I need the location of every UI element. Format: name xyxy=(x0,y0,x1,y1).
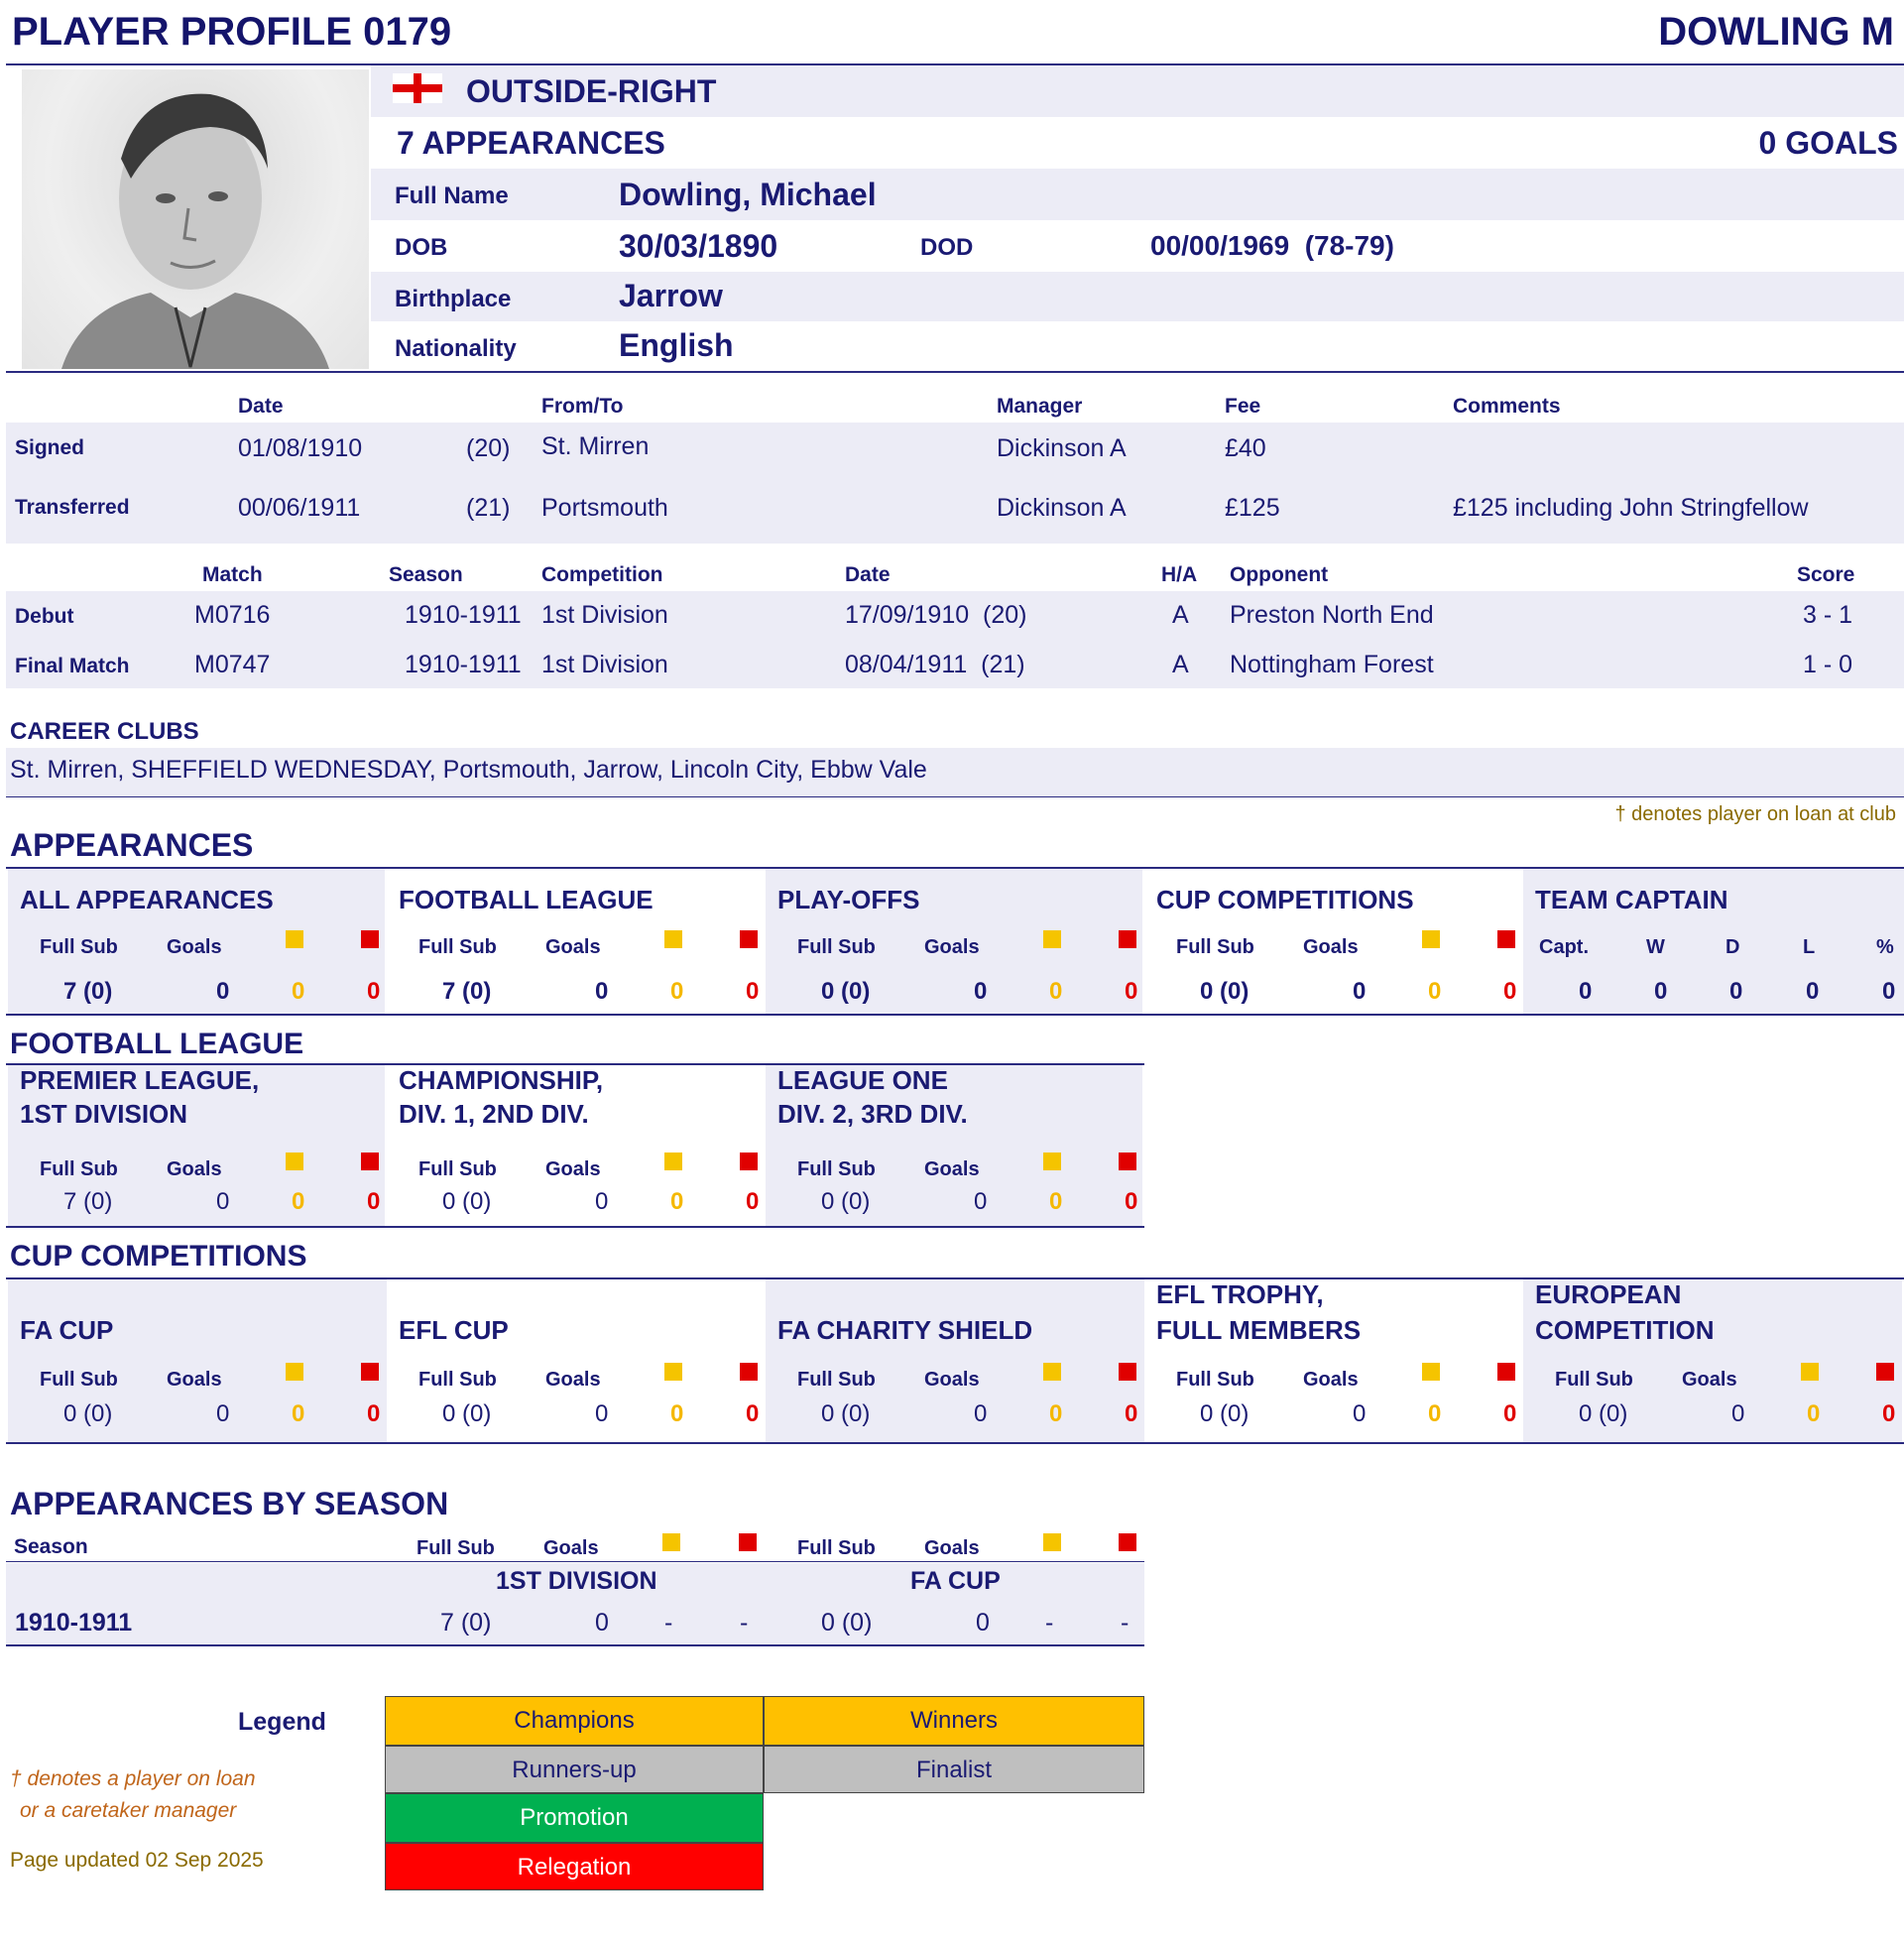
dob-label: DOB xyxy=(395,234,448,261)
captain-value-capt: 0 xyxy=(1579,978,1593,1005)
panel-title: EFL TROPHY, xyxy=(1156,1279,1324,1309)
captain-header-d: D xyxy=(1726,936,1740,958)
red-cards-value: 0 xyxy=(1125,978,1138,1005)
profile-divider xyxy=(6,371,1904,373)
career-clubs-list: St. Mirren, SHEFFIELD WEDNESDAY, Portsmouth, Jarrow, Lincoln City, Ebbw Vale xyxy=(10,756,927,784)
full-sub-header: Full Sub xyxy=(1176,1369,1254,1391)
match-header-match: Match xyxy=(202,563,263,586)
goals-value: 0 xyxy=(1731,1400,1745,1427)
legend-relegation: Relegation xyxy=(385,1843,764,1890)
by-season-comp-1: 1ST DIVISION xyxy=(496,1567,657,1595)
red-cards-value: 0 xyxy=(367,1400,381,1427)
transfer-header-comments: Comments xyxy=(1453,395,1561,418)
transfer-headers xyxy=(0,393,1904,423)
debut-opponent: Preston North End xyxy=(1230,601,1434,629)
team-captain-panel xyxy=(1523,869,1904,1014)
league-title: FOOTBALL LEAGUE xyxy=(10,1028,304,1060)
full-sub-value: 0 (0) xyxy=(1200,1400,1250,1427)
league-bottom-line xyxy=(6,1226,1144,1228)
total-goals: 0 GOALS xyxy=(1758,125,1898,161)
full-sub-header: Full Sub xyxy=(40,936,118,958)
goals-header: Goals xyxy=(545,1158,601,1180)
red-cards-value: 0 xyxy=(1503,978,1517,1005)
transfer-header-fromto: From/To xyxy=(541,395,624,418)
yellow-card-icon xyxy=(1043,1363,1061,1381)
match-header-date: Date xyxy=(845,563,891,586)
player-position: OUTSIDE-RIGHT xyxy=(466,73,717,109)
red-cards-value: 0 xyxy=(746,978,760,1005)
match-headers xyxy=(0,561,1904,591)
goals-header: Goals xyxy=(924,1369,980,1391)
full-sub-value: 7 (0) xyxy=(63,978,113,1005)
panel-title: CUP COMPETITIONS xyxy=(1156,885,1414,914)
yellow-card-icon xyxy=(664,1153,682,1170)
transfer-table xyxy=(6,423,1904,544)
match-row-final xyxy=(6,641,1904,688)
panel-title: CHAMPIONSHIP, xyxy=(399,1065,604,1095)
debut-score: 3 - 1 xyxy=(1803,601,1853,629)
red-card-icon xyxy=(739,1533,757,1551)
yellow-card-icon xyxy=(1422,1363,1440,1381)
goals-header: Goals xyxy=(1303,936,1359,958)
dob-row xyxy=(371,220,1904,272)
transferred-comments: £125 including John Stringfellow xyxy=(1453,494,1809,522)
goals-header: Goals xyxy=(167,1158,222,1180)
yellow-cards-value: 0 xyxy=(670,1188,684,1215)
captain-header-capt: Capt. xyxy=(1539,936,1589,958)
full-sub-header: Full Sub xyxy=(418,936,497,958)
panel-title: PLAY-OFFS xyxy=(777,885,920,914)
signed-age: (20) xyxy=(466,434,511,462)
dob-value: 30/03/1890 xyxy=(619,228,778,264)
nationality-value: English xyxy=(619,327,734,363)
yellow-cards-value: 0 xyxy=(292,1400,305,1427)
cup-panel xyxy=(1144,1279,1523,1442)
signed-club: St. Mirren xyxy=(541,432,650,460)
red-cards-value: 0 xyxy=(1882,1400,1896,1427)
goals-header: Goals xyxy=(924,936,980,958)
goals-value: 0 xyxy=(974,978,988,1005)
panel-title: COMPETITION xyxy=(1535,1315,1715,1345)
panel-title: PREMIER LEAGUE, xyxy=(20,1065,260,1095)
yellow-cards-value: 0 xyxy=(670,1400,684,1427)
goals-header: Goals xyxy=(167,1369,222,1391)
yellow-cards-value: 0 xyxy=(1807,1400,1821,1427)
full-sub-header: Full Sub xyxy=(797,936,876,958)
career-clubs-row xyxy=(6,748,1904,797)
signed-date: 01/08/1910 xyxy=(238,434,363,462)
panel-title: ALL APPEARANCES xyxy=(20,885,274,914)
transferred-manager: Dickinson A xyxy=(997,494,1127,522)
goals-header: Goals xyxy=(167,936,222,958)
signed-fee: £40 xyxy=(1225,434,1266,462)
yellow-cards-value: 0 xyxy=(1428,978,1442,1005)
red-cards-value: 0 xyxy=(746,1400,760,1427)
by-season-row xyxy=(6,1603,1144,1646)
transferred-date: 00/06/1911 xyxy=(238,494,361,522)
yellow-card-icon xyxy=(1422,930,1440,948)
league-panel xyxy=(8,1065,385,1226)
dod-label: DOD xyxy=(920,234,974,261)
captain-value-l: 0 xyxy=(1806,978,1820,1005)
match-table xyxy=(6,591,1904,688)
red-cards-value: 0 xyxy=(367,978,381,1005)
red-cards-value: 0 xyxy=(746,1188,760,1215)
player-photo xyxy=(22,69,369,369)
debut-season: 1910-1911 xyxy=(405,601,522,629)
yellow-card-icon xyxy=(1043,1153,1061,1170)
red-cards-value: 0 xyxy=(367,1188,381,1215)
panel-title: LEAGUE ONE xyxy=(777,1065,948,1095)
yellow-cards-value: 0 xyxy=(1049,978,1063,1005)
page-title: PLAYER PROFILE 0179 xyxy=(12,10,452,54)
dod-value: 00/00/1969 (78-79) xyxy=(1150,230,1394,261)
by-season-row-fs2: 0 (0) xyxy=(821,1609,873,1637)
yellow-card-icon xyxy=(286,1153,303,1170)
goals-value: 0 xyxy=(974,1400,988,1427)
total-appearances: 7 APPEARANCES xyxy=(397,125,665,161)
by-season-row-fs1: 7 (0) xyxy=(440,1609,492,1637)
by-season-table xyxy=(6,1563,1144,1646)
full-sub-header: Full Sub xyxy=(418,1369,497,1391)
red-card-icon xyxy=(1497,930,1515,948)
by-season-goals-header-1: Goals xyxy=(543,1537,599,1559)
goals-header: Goals xyxy=(545,936,601,958)
captain-header-w: W xyxy=(1646,936,1665,958)
final-opponent: Nottingham Forest xyxy=(1230,651,1434,678)
match-header-ha: H/A xyxy=(1161,563,1198,586)
match-header-competition: Competition xyxy=(541,563,663,586)
yellow-cards-value: 0 xyxy=(292,1188,305,1215)
full-name-row xyxy=(371,169,1904,220)
captain-header-l: L xyxy=(1803,936,1816,958)
full-sub-header: Full Sub xyxy=(40,1369,118,1391)
panel-title: DIV. 2, 3RD DIV. xyxy=(777,1099,968,1129)
match-header-season: Season xyxy=(389,563,463,586)
full-sub-value: 0 (0) xyxy=(442,1188,492,1215)
captain-value-pct: 0 xyxy=(1882,978,1896,1005)
by-season-row-g2: 0 xyxy=(976,1609,990,1637)
by-season-row-season: 1910-1911 xyxy=(15,1609,133,1637)
full-sub-value: 7 (0) xyxy=(442,978,492,1005)
panel-title: FA CUP xyxy=(20,1315,114,1345)
transfer-header-date: Date xyxy=(238,395,284,418)
final-label: Final Match xyxy=(15,655,130,677)
yellow-cards-value: 0 xyxy=(292,978,305,1005)
goals-value: 0 xyxy=(216,978,230,1005)
match-row-debut xyxy=(6,591,1904,639)
full-sub-header: Full Sub xyxy=(1555,1369,1633,1391)
panel-title: DIV. 1, 2ND DIV. xyxy=(399,1099,589,1129)
goals-value: 0 xyxy=(595,978,609,1005)
yellow-card-icon xyxy=(1801,1363,1819,1381)
legend-loan-note-1: † denotes a player on loan xyxy=(10,1767,256,1790)
goals-value: 0 xyxy=(974,1188,988,1215)
photo-frame xyxy=(8,65,369,371)
legend-label: Legend xyxy=(238,1708,326,1736)
league-panel xyxy=(387,1065,764,1226)
yellow-card-icon xyxy=(1043,930,1061,948)
birthplace-value: Jarrow xyxy=(619,278,723,313)
by-season-row-r1: - xyxy=(740,1609,749,1637)
red-card-icon xyxy=(1876,1363,1894,1381)
transfer-row-transferred xyxy=(6,482,1904,542)
full-name-label: Full Name xyxy=(395,182,509,209)
appearances-panel xyxy=(766,869,1142,1014)
by-season-season-header: Season xyxy=(14,1535,88,1558)
captain-value-d: 0 xyxy=(1729,978,1743,1005)
goals-value: 0 xyxy=(1353,978,1367,1005)
panel-title: EUROPEAN xyxy=(1535,1279,1682,1309)
transfer-header-manager: Manager xyxy=(997,395,1083,418)
legend-runners-up: Runners-up xyxy=(385,1746,764,1793)
player-short-name: DOWLING M xyxy=(1658,10,1894,54)
full-sub-value: 0 (0) xyxy=(442,1400,492,1427)
red-card-icon xyxy=(361,930,379,948)
by-season-goals-header-2: Goals xyxy=(924,1537,980,1559)
yellow-cards-value: 0 xyxy=(670,978,684,1005)
goals-value: 0 xyxy=(595,1400,609,1427)
full-sub-header: Full Sub xyxy=(1176,936,1254,958)
match-header-score: Score xyxy=(1797,563,1855,586)
full-sub-header: Full Sub xyxy=(797,1369,876,1391)
debut-competition: 1st Division xyxy=(541,601,668,629)
cups-title: CUP COMPETITIONS xyxy=(10,1240,307,1273)
full-sub-header: Full Sub xyxy=(797,1158,876,1180)
full-sub-value: 0 (0) xyxy=(821,1400,871,1427)
full-sub-header: Full Sub xyxy=(418,1158,497,1180)
red-card-icon xyxy=(1119,1363,1136,1381)
goals-header: Goals xyxy=(1682,1369,1737,1391)
by-season-title: APPEARANCES BY SEASON xyxy=(10,1486,449,1521)
panel-title: FULL MEMBERS xyxy=(1156,1315,1362,1345)
career-clubs-title: CAREER CLUBS xyxy=(10,718,199,745)
by-season-row-y2: - xyxy=(1045,1609,1054,1637)
panel-title: 1ST DIVISION xyxy=(20,1099,188,1129)
page-updated: Page updated 02 Sep 2025 xyxy=(10,1849,264,1872)
yellow-card-icon xyxy=(664,1363,682,1381)
goals-header: Goals xyxy=(1303,1369,1359,1391)
full-sub-value: 0 (0) xyxy=(1200,978,1250,1005)
final-match: M0747 xyxy=(194,651,271,678)
cups-bottom-line xyxy=(6,1442,1904,1444)
red-card-icon xyxy=(361,1153,379,1170)
cup-panel xyxy=(387,1279,766,1442)
yellow-card-icon xyxy=(286,1363,303,1381)
cup-panel xyxy=(8,1279,387,1442)
full-sub-value: 0 (0) xyxy=(821,1188,871,1215)
totals-row xyxy=(371,117,1904,169)
red-card-icon xyxy=(1119,930,1136,948)
panel-title: EFL CUP xyxy=(399,1315,509,1345)
full-sub-value: 0 (0) xyxy=(1579,1400,1628,1427)
team-captain-title: TEAM CAPTAIN xyxy=(1535,885,1728,914)
nationality-row xyxy=(371,321,1904,371)
transferred-club: Portsmouth xyxy=(541,494,668,522)
final-ha: A xyxy=(1172,651,1189,678)
final-date: 08/04/1911 (21) xyxy=(845,651,1025,678)
england-flag-icon xyxy=(393,73,442,103)
debut-label: Debut xyxy=(15,605,74,628)
red-cards-value: 0 xyxy=(1125,1400,1138,1427)
captain-value-w: 0 xyxy=(1654,978,1668,1005)
goals-value: 0 xyxy=(216,1400,230,1427)
player-portrait-icon xyxy=(22,69,369,369)
nationality-label: Nationality xyxy=(395,335,517,362)
cup-panel xyxy=(1523,1279,1902,1442)
birthplace-label: Birthplace xyxy=(395,286,512,312)
legend-promotion: Promotion xyxy=(385,1793,764,1843)
final-score: 1 - 0 xyxy=(1803,651,1853,678)
by-season-row-g1: 0 xyxy=(595,1609,609,1637)
by-season-fullsub-header-1: Full Sub xyxy=(416,1537,495,1559)
debut-ha: A xyxy=(1172,601,1189,629)
yellow-cards-value: 0 xyxy=(1049,1188,1063,1215)
birthplace-row xyxy=(371,272,1904,321)
red-card-icon xyxy=(361,1363,379,1381)
legend-finalist: Finalist xyxy=(764,1746,1144,1793)
red-card-icon xyxy=(1119,1533,1136,1551)
red-card-icon xyxy=(740,1363,758,1381)
signed-label: Signed xyxy=(15,436,85,459)
full-sub-header: Full Sub xyxy=(40,1158,118,1180)
red-card-icon xyxy=(740,930,758,948)
transfer-header-fee: Fee xyxy=(1225,395,1261,418)
legend-loan-note-2: or a caretaker manager xyxy=(20,1799,237,1822)
league-panel xyxy=(766,1065,1142,1226)
red-card-icon xyxy=(1497,1363,1515,1381)
full-name-value: Dowling, Michael xyxy=(619,177,877,212)
goals-header: Goals xyxy=(545,1369,601,1391)
red-cards-value: 0 xyxy=(1503,1400,1517,1427)
yellow-cards-value: 0 xyxy=(1049,1400,1063,1427)
full-sub-value: 7 (0) xyxy=(63,1188,113,1215)
legend-champions: Champions xyxy=(385,1696,764,1746)
cup-panel xyxy=(766,1279,1144,1442)
goals-value: 0 xyxy=(595,1188,609,1215)
appearances-panel xyxy=(1144,869,1521,1014)
by-season-header-line xyxy=(6,1561,1144,1562)
by-season-comp-2: FA CUP xyxy=(910,1567,1001,1595)
yellow-card-icon xyxy=(662,1533,680,1551)
signed-manager: Dickinson A xyxy=(997,434,1127,462)
captain-header-pct: % xyxy=(1876,936,1894,958)
yellow-card-icon xyxy=(1043,1533,1061,1551)
yellow-card-icon xyxy=(286,930,303,948)
appearances-title: APPEARANCES xyxy=(10,827,254,863)
red-card-icon xyxy=(740,1153,758,1170)
transferred-label: Transferred xyxy=(15,496,130,519)
goals-header: Goals xyxy=(924,1158,980,1180)
by-season-row-y1: - xyxy=(664,1609,673,1637)
yellow-card-icon xyxy=(664,930,682,948)
yellow-cards-value: 0 xyxy=(1428,1400,1442,1427)
red-cards-value: 0 xyxy=(1125,1188,1138,1215)
loan-note: † denotes player on loan at club xyxy=(1614,803,1896,825)
transfer-row-signed xyxy=(6,423,1904,482)
appearances-bottom-line xyxy=(6,1014,1904,1016)
transferred-age: (21) xyxy=(466,494,511,522)
transferred-fee: £125 xyxy=(1225,494,1280,522)
final-competition: 1st Division xyxy=(541,651,668,678)
position-row xyxy=(371,65,1904,117)
by-season-row-r2: - xyxy=(1121,1609,1130,1637)
debut-match: M0716 xyxy=(194,601,271,629)
appearances-panel xyxy=(8,869,385,1014)
legend-winners: Winners xyxy=(764,1696,1144,1746)
goals-value: 0 xyxy=(1353,1400,1367,1427)
panel-title: FA CHARITY SHIELD xyxy=(777,1315,1033,1345)
final-season: 1910-1911 xyxy=(405,651,522,678)
red-card-icon xyxy=(1119,1153,1136,1170)
goals-value: 0 xyxy=(216,1188,230,1215)
appearances-panel xyxy=(387,869,764,1014)
full-sub-value: 0 (0) xyxy=(63,1400,113,1427)
match-header-opponent: Opponent xyxy=(1230,563,1329,586)
panel-title: FOOTBALL LEAGUE xyxy=(399,885,654,914)
by-season-fullsub-header-2: Full Sub xyxy=(797,1537,876,1559)
full-sub-value: 0 (0) xyxy=(821,978,871,1005)
debut-date: 17/09/1910 (20) xyxy=(845,601,1027,629)
